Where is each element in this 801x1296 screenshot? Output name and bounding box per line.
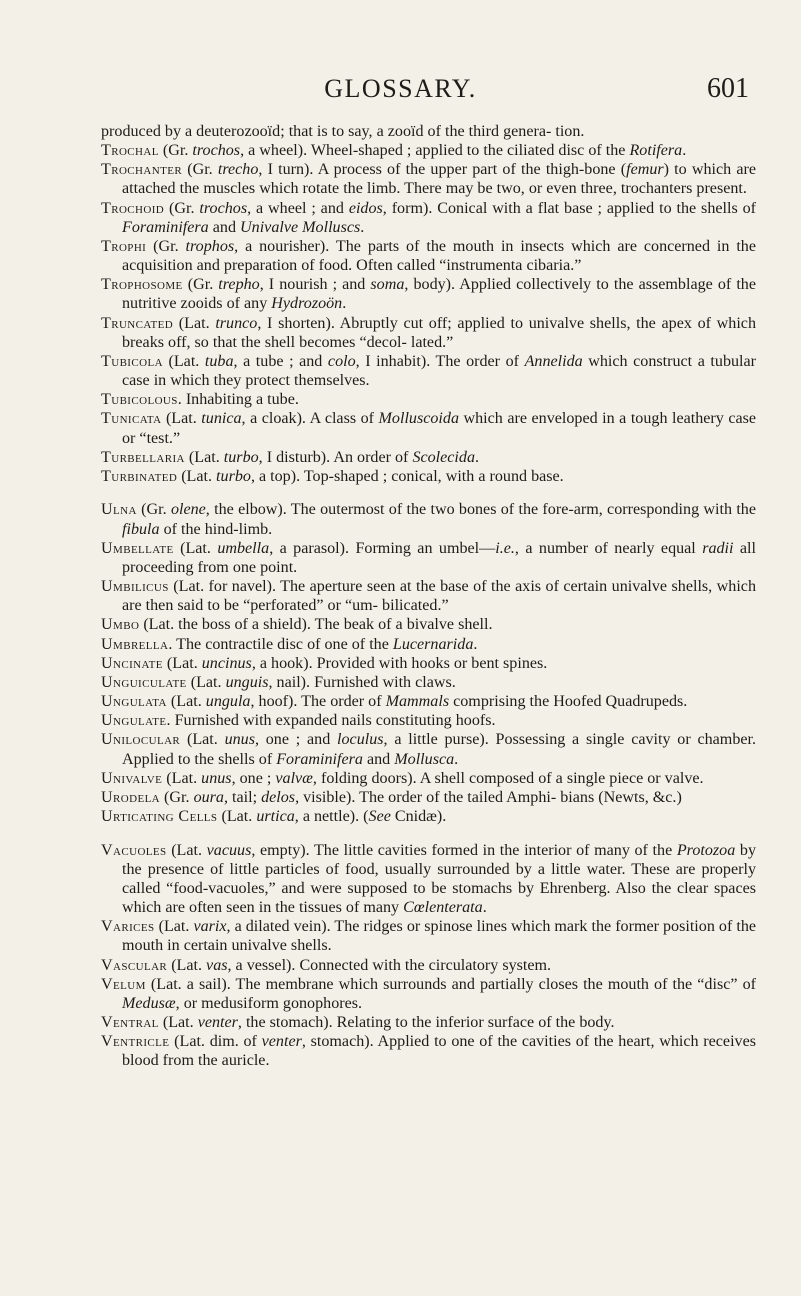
glossary-entry: Umbo (Lat. the boss of a shield). The beak of a bivalve shell. (101, 616, 493, 634)
glossary-entry: Tunicata (Lat. tunica, a cloak). A class of Molluscoida which are enveloped in a tough leathery case or “test.” (101, 410, 757, 447)
glossary-entry: Univalve (Lat. unus, one ; valvæ, folding doors). A shell composed of a single piece or valve. (101, 769, 704, 787)
glossary-entry: Umbrella. The contractile disc of one of the Lucernarida. (101, 635, 478, 653)
glossary-entry: Turbinated (Lat. turbo, a top). Top-shaped ; conical, with a round base. (101, 467, 564, 485)
glossary-entry: Trophi (Gr. trophos, a nourisher). The parts of the mouth in insects which are concerned in the acquisition and preparation of food. Often called “instrumenta cibaria.” (101, 237, 756, 275)
glossary-entry: Trophosome (Gr. trepho, I nourish ; and soma, body). Applied collectively to the assemblage of the nutritive zooids of any Hydrozoön. (101, 276, 756, 313)
glossary-entry: Umbellate (Lat. umbella, a parasol). Forming an umbel—i.e., a number of nearly equal radii all proceeding from one point. (101, 539, 756, 576)
glossary-entries (101, 122, 756, 1071)
glossary-entry: Turbellaria (Lat. turbo, I disturb). An order of Scolecida. (101, 448, 480, 466)
glossary-entry: Trochal (Gr. trochos, a wheel). Wheel-shaped ; applied to the ciliated disc of the Rotifera. (101, 142, 687, 160)
page-number: 601 (707, 73, 749, 104)
glossary-entry: Vascular (Lat. vas, a vessel). Connected with the circulatory system. (101, 956, 552, 974)
section-gap (101, 826, 756, 841)
glossary-entry: Ulna (Gr. olene, the elbow). The outermost of the two bones of the fore-arm, corresponding with the fibula of the hind-limb. (101, 501, 756, 538)
glossary-entry: Vacuoles (Lat. vacuus, empty). The little cavities formed in the interior of many of the Protozoa by the presence of little particles of food, usually surrounded by a little water. These are properly called “food-vacuoles,” and were supposed to be stomachs by Ehrenberg. Also the clear spaces which are often seen in the tissues of many Cœlenterata. (101, 841, 756, 917)
glossary-entry: Ventricle (Lat. dim. of venter, stomach). Applied to one of the cavities of the heart, which receives blood from the auricle. (101, 1033, 756, 1070)
glossary-entry: Truncated (Lat. trunco, I shorten). Abruptly cut off; applied to univalve shells, the apex of which breaks off, so that the shell becomes “decol- lated.” (101, 314, 757, 351)
page-header (0, 74, 801, 110)
glossary-entry: Ungulate. Furnished with expanded nails constituting hoofs. (101, 712, 496, 730)
glossary-entry: Urodela (Gr. oura, tail; delos, visible). The order of the tailed Amphi- bians (Newts, &c.) (101, 788, 682, 806)
glossary-entry: Ventral (Lat. venter, the stomach). Relating to the inferior surface of the body. (101, 1014, 615, 1032)
glossary-entry: Tubicola (Lat. tuba, a tube ; and colo, I inhabit). The order of Annelida which construct a tubular case in which they protect themselves. (101, 352, 757, 390)
glossary-entry: Unguiculate (Lat. unguis, nail). Furnished with claws. (101, 673, 456, 691)
glossary-entry: Unilocular (Lat. unus, one ; and loculus, a little purse). Possessing a single cavity or chamber. Applied to the shells of Foraminifera and Mollusca. (101, 731, 757, 768)
glossary-entry: Trochanter (Gr. trecho, I turn). A process of the upper part of the thigh-bone (femur) to which are attached the muscles which rotate the limb. There may be two, or even three, trochanters present. (101, 161, 756, 198)
glossary-entry: Varices (Lat. varix, a dilated vein). The ridges or spinose lines which mark the former position of the mouth in certain univalve shells. (101, 918, 757, 955)
glossary-entry: Tubicolous. Inhabiting a tube. (101, 391, 299, 409)
glossary-entry: Urticating Cells (Lat. urtica, a nettle). (See Cnidæ). (101, 807, 447, 825)
glossary-entry: Velum (Lat. a sail). The membrane which surrounds and partially closes the mouth of the “disc” of Medusæ, or medusiform gonophores. (101, 975, 756, 1012)
running-title: GLOSSARY. (324, 74, 477, 103)
section-gap (101, 486, 756, 501)
glossary-entry: Trochoid (Gr. trochos, a wheel ; and eidos, form). Conical with a flat base ; applied to the shells of Foraminifera and Univalve Molluscs. (101, 199, 757, 236)
entry-continuation: produced by a deuterozooïd; that is to say, a zooïd of the third genera- tion. (101, 123, 585, 140)
glossary-entry: Umbilicus (Lat. for navel). The aperture seen at the base of the axis of certain univalve shells, which are then said to be “perforated” or “um- bilicated.” (101, 578, 756, 615)
glossary-entry: Ungulata (Lat. ungula, hoof). The order of Mammals comprising the Hoofed Quadrupeds. (101, 693, 688, 711)
glossary-entry: Uncinate (Lat. uncinus, a hook). Provided with hooks or bent spines. (101, 654, 548, 672)
